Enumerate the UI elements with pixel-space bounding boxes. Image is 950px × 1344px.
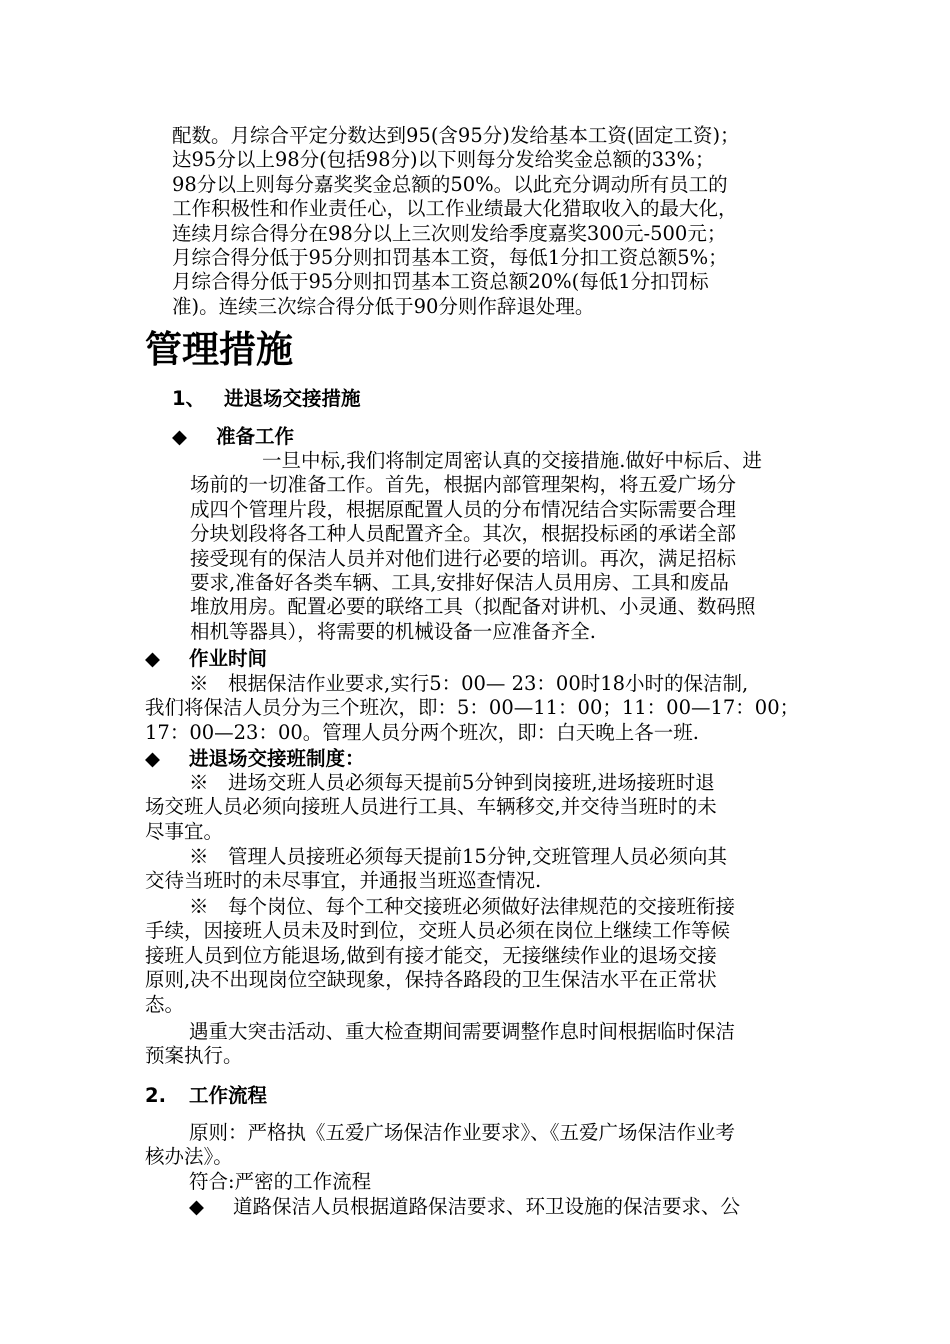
worktime-bullet-heading xyxy=(145,646,267,672)
worktime-line: 17：00—23：00。管理人员分两个班次，即：白天晚上各一班. xyxy=(145,720,699,744)
prep-line: 堆放用房。配置必要的联络工具（拟配备对讲机、小灵通、数码照 xyxy=(190,595,756,619)
handover-line: 手续，因接班人员未及时到位，交班人员必须在岗位上继续工作等候 xyxy=(145,919,731,943)
handover-paragraph-3 xyxy=(145,895,810,1017)
handover-line: 原则,决不出现岗位空缺现象，保持各路段的卫生保洁水平在正常状 xyxy=(145,968,717,992)
intro-line: 连续月综合得分在98分以上三次则发给季度嘉奖300元-500元； xyxy=(172,221,727,245)
intro-line: 月综合得分低于95分则扣罚基本工资总额20%(每低1分扣罚标 xyxy=(172,270,709,294)
intro-line: 月综合得分低于95分则扣罚基本工资，每低1分扣工资总额5%； xyxy=(172,246,728,270)
diamond-bullet-icon: ◆ xyxy=(145,747,160,770)
prep-line: 要求,准备好各类车辆、工具,安排好保洁人员用房、工具和废品 xyxy=(190,571,729,595)
prep-line: 场前的一切准备工作。首先，根据内部管理架构，将五爱广场分 xyxy=(190,473,737,497)
handover-title: 进退场交接班制度： xyxy=(189,747,365,770)
prep-bullet-heading xyxy=(172,424,294,450)
handover-line: 尽事宜。 xyxy=(145,819,224,843)
handover-bullet-heading xyxy=(145,746,365,772)
handover-paragraph-4 xyxy=(145,1020,810,1069)
section-2-number: 2. xyxy=(145,1084,166,1107)
section-2-title: 工作流程 xyxy=(189,1084,268,1107)
road-bullet-line xyxy=(189,1195,740,1219)
handover-line: ※ 进场交班人员必须每天提前5分钟到岗接班,进场接班时退 xyxy=(189,771,715,794)
diamond-bullet-icon: ◆ xyxy=(172,425,187,448)
diamond-bullet-icon: ◆ xyxy=(189,1195,204,1218)
handover-paragraph-1 xyxy=(145,771,810,844)
road-text: 道路保洁人员根据道路保洁要求、环卫设施的保洁要求、公 xyxy=(233,1195,741,1218)
main-heading: 管理措施 xyxy=(145,328,293,371)
intro-paragraph xyxy=(172,124,812,319)
prep-paragraph xyxy=(190,449,810,644)
intro-line: 工作积极性和作业责任心，以工作业绩最大化猎取收入的最大化， xyxy=(172,197,738,221)
diamond-bullet-icon: ◆ xyxy=(145,647,160,670)
principle-line: 原则：严格执《五爱广场保洁作业要求》、《五爱广场保洁作业考 xyxy=(189,1121,736,1144)
prep-line: 成四个管理片段，根据原配置人员的分布情况结合实际需要合理 xyxy=(190,497,737,521)
handover-line: 态。 xyxy=(145,992,185,1016)
prep-line: 接受现有的保洁人员并对他们进行必要的培训。再次，满足招标 xyxy=(190,546,737,570)
intro-line: 配数。月综合平定分数达到95(含95分)发给基本工资(固定工资)； xyxy=(172,124,740,147)
principle-line: 核办法》。 xyxy=(145,1145,233,1169)
prep-title: 准备工作 xyxy=(216,425,295,448)
worktime-line: 我们将保洁人员分为三个班次，即：5：00—11：00；11：00—17：00； xyxy=(145,696,800,720)
intro-line: 98分以上则每分嘉奖奖金总额的50%。以此充分调动所有员工的 xyxy=(172,172,728,196)
handover-line: 预案执行。 xyxy=(145,1044,243,1068)
handover-line: 遇重大突击活动、重大检查期间需要调整作息时间根据临时保洁 xyxy=(189,1020,736,1043)
worktime-line: ※ 根据保洁作业要求,实行5：00— 23：00时18小时的保洁制, xyxy=(189,672,749,695)
handover-line: 交待当班时的未尽事宜，并通报当班巡查情况. xyxy=(145,869,542,893)
handover-paragraph-2 xyxy=(145,845,810,894)
intro-line: 达95分以上98分(包括98分)以下则每分发给奖金总额的33%； xyxy=(172,148,715,172)
handover-line: 接班人员到位方能退场,做到有接才能交，无接继续作业的退场交接 xyxy=(145,943,717,967)
prep-line: 一旦中标,我们将制定周密认真的交接措施.做好中标后、进 xyxy=(262,449,762,472)
conform-line: 符合:严密的工作流程 xyxy=(189,1170,372,1193)
worktime-title: 作业时间 xyxy=(189,647,268,670)
section-1-number: 1、 xyxy=(172,387,206,410)
principle-paragraph xyxy=(145,1121,810,1170)
section-1-heading xyxy=(172,386,361,412)
handover-line: ※ 每个岗位、每个工种交接班必须做好法律规范的交接班衔接 xyxy=(189,895,736,918)
section-1-title: 进退场交接措施 xyxy=(224,387,361,410)
prep-line: 分块划段将各工种人员配置齐全。其次，根据投标函的承诺全部 xyxy=(190,522,737,546)
prep-line: 相机等器具），将需要的机械设备一应准备齐全. xyxy=(190,619,596,643)
intro-line: 准)。连续三次综合得分低于90分则作辞退处理。 xyxy=(172,294,595,318)
section-2-heading xyxy=(145,1083,267,1109)
handover-line: ※ 管理人员接班必须每天提前15分钟,交班管理人员必须向其 xyxy=(189,845,728,868)
worktime-paragraph xyxy=(145,672,810,745)
handover-line: 场交班人员必须向接班人员进行工具、车辆移交,并交待当班时的未 xyxy=(145,795,717,819)
